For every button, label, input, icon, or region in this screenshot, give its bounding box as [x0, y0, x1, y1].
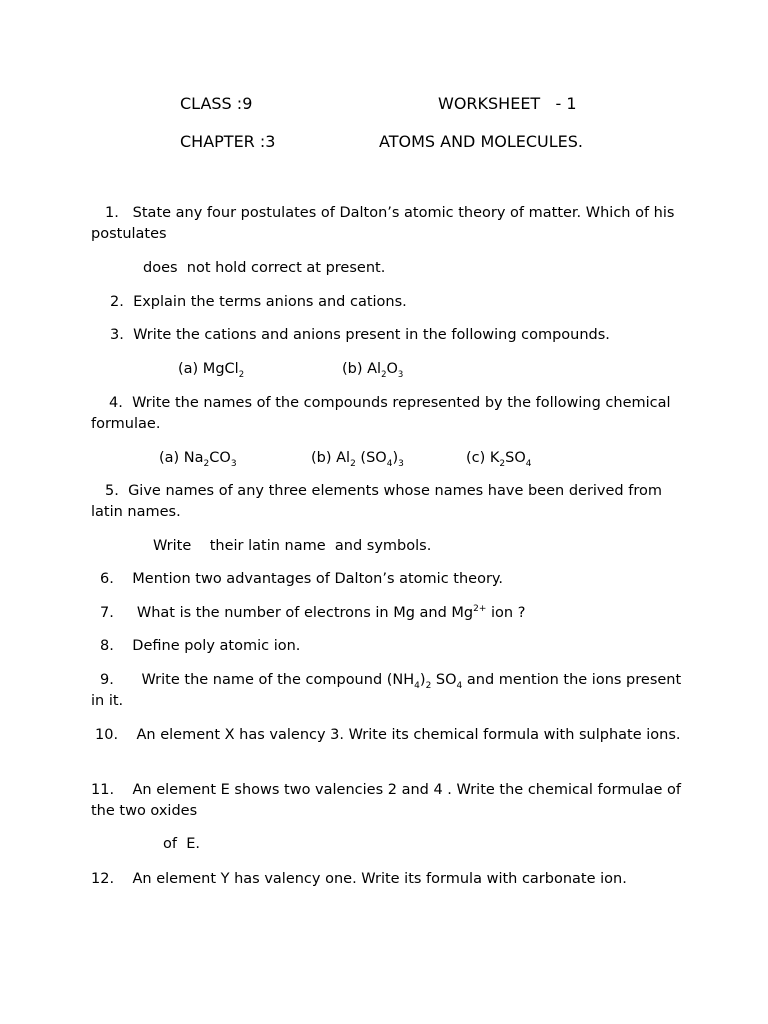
question-3-text: Write the cations and anions present in the following compounds.	[133, 327, 610, 343]
question-4-text: Write the names of the compounds represented by the following chemical formulae.	[91, 395, 671, 432]
question-4-option-c: (c) $K_2SO_4$	[466, 450, 532, 469]
question-12	[91, 869, 627, 890]
question-3	[110, 325, 610, 346]
question-5-text: Give names of any three elements whose names have been derived from latin names.	[91, 483, 662, 520]
question-4	[91, 393, 691, 435]
question-8-number: 8.	[100, 638, 114, 654]
question-9	[91, 670, 691, 712]
question-12-text: An element Y has valency one. Write its formula with carbonate ion.	[132, 871, 627, 887]
question-6-text: Mention two advantages of Dalton’s atomic theory.	[132, 571, 504, 587]
question-3-number: 3.	[110, 327, 124, 343]
question-6-number: 6.	[100, 571, 114, 587]
question-4-option-a: (a) $Na_2CO_3$	[159, 450, 237, 469]
question-12-number: 12.	[91, 871, 115, 887]
question-11-continuation: of E.	[163, 836, 200, 852]
question-2-number: 2.	[110, 294, 124, 310]
question-11-number: 11.	[91, 782, 115, 798]
worksheet-label: WORKSHEET - 1	[438, 94, 577, 113]
chapter-label: CHAPTER :3	[180, 132, 276, 151]
question-4-number: 4.	[109, 395, 123, 411]
question-1	[91, 203, 691, 245]
question-7	[100, 603, 525, 624]
question-5-continuation: Write their latin name and symbols.	[153, 538, 432, 554]
question-10	[91, 725, 691, 746]
question-11	[91, 780, 691, 822]
question-3-option-b: (b) $Al_2O_3$	[342, 361, 404, 380]
question-10-number: 10.	[95, 727, 119, 743]
question-9-number: 9.	[100, 672, 114, 688]
question-1-text: State any four postulates of Dalton’s atomic theory of matter. Which of his postulates	[91, 205, 675, 242]
chapter-title: ATOMS AND MOLECULES.	[379, 132, 584, 151]
question-5-number: 5.	[105, 483, 119, 499]
question-1-continuation: does not hold correct at present.	[143, 260, 386, 276]
question-9-text: Write the name of the compound $(NH_4)_2$ $SO_4$ and mention the ions present in it.	[91, 672, 682, 709]
question-2-text: Explain the terms anions and cations.	[133, 294, 407, 310]
class-label: CLASS :9	[180, 94, 253, 113]
question-2	[110, 292, 407, 313]
question-6	[100, 569, 503, 590]
question-4-option-b: (b) $Al_2$ $(SO_4)_3$	[311, 450, 404, 469]
question-3-option-a: (a) MgCl$_2$	[178, 361, 245, 380]
question-8-text: Define poly atomic ion.	[132, 638, 301, 654]
question-5	[91, 481, 691, 523]
question-7-text: What is the number of electrons in Mg and $Mg^{2+}$ ion ?	[136, 604, 526, 621]
question-10-text: An element X has valency 3. Write its chemical formula with sulphate ions.	[136, 727, 681, 743]
question-8	[100, 636, 300, 657]
question-11-text: An element E shows two valencies 2 and 4 . Write the chemical formulae of the two oxides	[91, 782, 681, 819]
question-1-number: 1.	[105, 205, 119, 221]
question-7-number: 7.	[100, 605, 114, 621]
